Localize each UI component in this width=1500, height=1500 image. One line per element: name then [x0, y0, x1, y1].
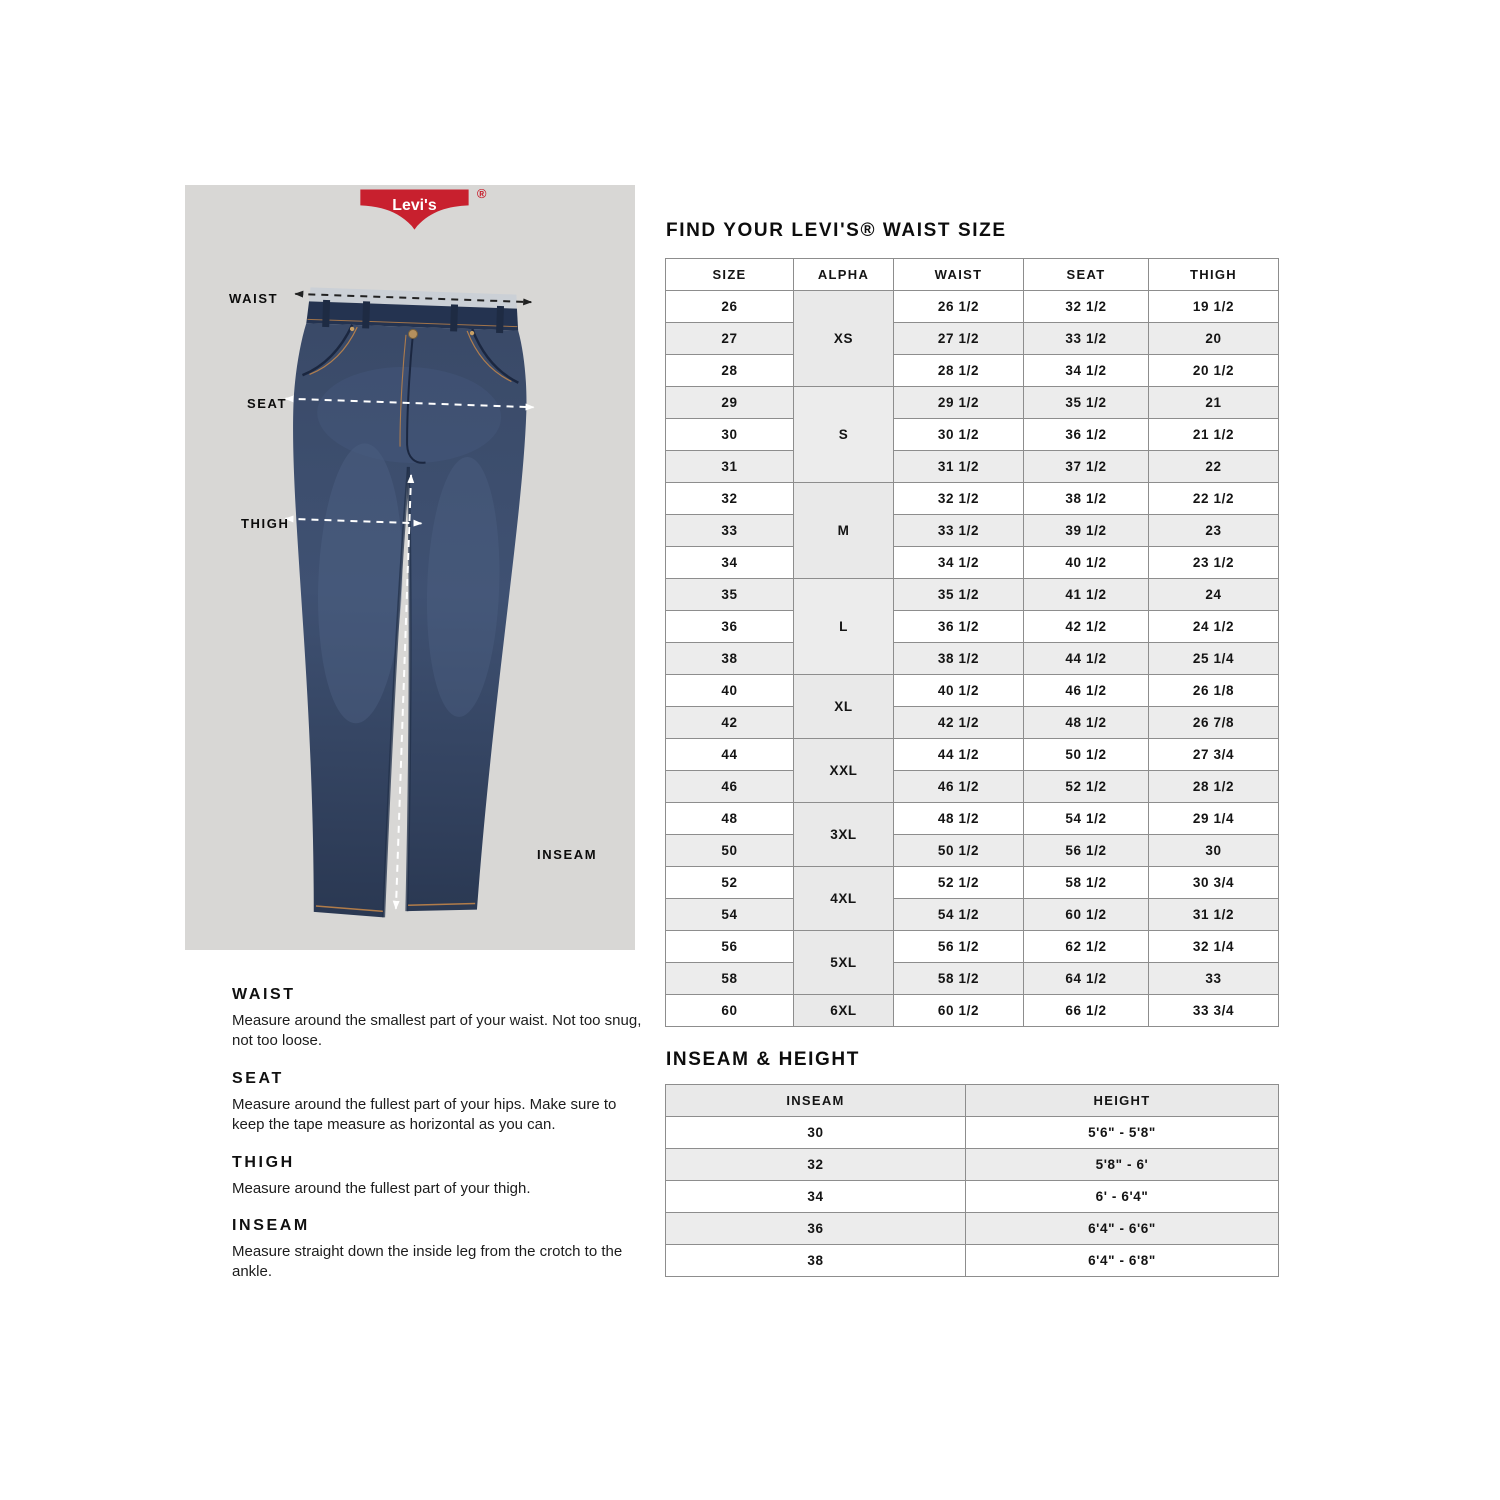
waist-cell: 58 1/2: [894, 963, 1024, 995]
waist-size-table: [665, 258, 1279, 1027]
guide-inseam-text: Measure straight down the inside leg from the crotch to the ankle.: [232, 1242, 623, 1281]
size-table-row: [666, 899, 1279, 931]
seat-cell: 66 1/2: [1024, 995, 1149, 1027]
waist-cell: 35 1/2: [894, 579, 1024, 611]
inseam-table-row: [666, 1117, 1279, 1149]
size-cell: 27: [666, 323, 794, 355]
product-diagram-panel: [185, 185, 635, 950]
guide-seat-text: Measure around the fullest part of your hips. Make sure to keep the tape measure as horizontal as you can.: [232, 1095, 617, 1134]
waist-cell: 26 1/2: [894, 291, 1024, 323]
size-cell: 58: [666, 963, 794, 995]
size-table-row: [666, 579, 1279, 611]
size-cell: 33: [666, 515, 794, 547]
size-cell: 28: [666, 355, 794, 387]
size-table-row: [666, 707, 1279, 739]
seat-cell: 56 1/2: [1024, 835, 1149, 867]
waist-measure-label: WAIST: [229, 291, 279, 306]
inseam-table-title: INSEAM & HEIGHT: [666, 1049, 860, 1070]
inseam-table-header-cell: INSEAM: [666, 1085, 966, 1117]
size-table-row: [666, 611, 1279, 643]
guide-thigh-title: THIGH: [232, 1153, 295, 1171]
height-cell: 6' - 6'4": [966, 1181, 1279, 1213]
thigh-cell: 24 1/2: [1149, 611, 1279, 643]
waist-cell: 40 1/2: [894, 675, 1024, 707]
size-table-header-cell: WAIST: [894, 259, 1024, 291]
thigh-cell: 26 1/8: [1149, 675, 1279, 707]
size-cell: 48: [666, 803, 794, 835]
seat-cell: 38 1/2: [1024, 483, 1149, 515]
size-cell: 31: [666, 451, 794, 483]
size-cell: 35: [666, 579, 794, 611]
size-table-row: [666, 771, 1279, 803]
waist-cell: 44 1/2: [894, 739, 1024, 771]
size-tables-column: [665, 220, 1278, 1277]
seat-cell: 41 1/2: [1024, 579, 1149, 611]
thigh-cell: 21: [1149, 387, 1279, 419]
size-table-row: [666, 643, 1279, 675]
seat-measure-label: SEAT: [247, 396, 288, 411]
size-table-header-cell: THIGH: [1149, 259, 1279, 291]
size-cell: 36: [666, 611, 794, 643]
inseam-table-row: [666, 1181, 1279, 1213]
thigh-cell: 19 1/2: [1149, 291, 1279, 323]
seat-cell: 36 1/2: [1024, 419, 1149, 451]
size-table-row: [666, 323, 1279, 355]
seat-cell: 62 1/2: [1024, 931, 1149, 963]
guide-waist-text: Measure around the smallest part of your waist. Not too snug, not too loose.: [232, 1012, 642, 1050]
alpha-cell: 5XL: [794, 931, 894, 995]
size-cell: 44: [666, 739, 794, 771]
waist-cell: 27 1/2: [894, 323, 1024, 355]
thigh-cell: 32 1/4: [1149, 931, 1279, 963]
guide-inseam-title: INSEAM: [232, 1216, 310, 1234]
thigh-cell: 21 1/2: [1149, 419, 1279, 451]
seat-cell: 33 1/2: [1024, 323, 1149, 355]
thigh-cell: 20: [1149, 323, 1279, 355]
waist-cell: 32 1/2: [894, 483, 1024, 515]
size-cell: 50: [666, 835, 794, 867]
height-cell: 6'4" - 6'6": [966, 1213, 1279, 1245]
thigh-cell: 28 1/2: [1149, 771, 1279, 803]
alpha-cell: XL: [794, 675, 894, 739]
jeans-figure: [268, 287, 538, 922]
inseam-table-body: [666, 1117, 1279, 1277]
size-table-row: [666, 483, 1279, 515]
thigh-cell: 23 1/2: [1149, 547, 1279, 579]
waist-cell: 31 1/2: [894, 451, 1024, 483]
size-table-row: [666, 675, 1279, 707]
thigh-cell: 33: [1149, 963, 1279, 995]
thigh-cell: 23: [1149, 515, 1279, 547]
thigh-cell: 22: [1149, 451, 1279, 483]
alpha-cell: L: [794, 579, 894, 675]
thigh-cell: 30 3/4: [1149, 867, 1279, 899]
size-cell: 42: [666, 707, 794, 739]
waist-cell: 38 1/2: [894, 643, 1024, 675]
seat-cell: 39 1/2: [1024, 515, 1149, 547]
waist-cell: 48 1/2: [894, 803, 1024, 835]
size-table-row: [666, 419, 1279, 451]
size-table-row: [666, 547, 1279, 579]
size-table-row: [666, 995, 1279, 1027]
size-table-row: [666, 291, 1279, 323]
thigh-cell: 33 3/4: [1149, 995, 1279, 1027]
seat-cell: 46 1/2: [1024, 675, 1149, 707]
size-cell: 54: [666, 899, 794, 931]
size-cell: 32: [666, 483, 794, 515]
size-table-header-cell: ALPHA: [794, 259, 894, 291]
size-cell: 34: [666, 547, 794, 579]
seat-cell: 37 1/2: [1024, 451, 1149, 483]
inseam-cell: 38: [666, 1245, 966, 1277]
seat-cell: 35 1/2: [1024, 387, 1149, 419]
size-cell: 29: [666, 387, 794, 419]
alpha-cell: M: [794, 483, 894, 579]
jeans-button: [408, 329, 417, 338]
inseam-table-row: [666, 1245, 1279, 1277]
size-table-header-cell: SEAT: [1024, 259, 1149, 291]
seat-cell: 48 1/2: [1024, 707, 1149, 739]
seat-cell: 44 1/2: [1024, 643, 1149, 675]
waist-cell: 46 1/2: [894, 771, 1024, 803]
guide-seat-title: SEAT: [232, 1069, 284, 1087]
inseam-table-row: [666, 1213, 1279, 1245]
seat-cell: 60 1/2: [1024, 899, 1149, 931]
waist-cell: 42 1/2: [894, 707, 1024, 739]
seat-cell: 32 1/2: [1024, 291, 1149, 323]
size-cell: 26: [666, 291, 794, 323]
levis-logo-text: Levi's: [392, 197, 437, 215]
size-cell: 56: [666, 931, 794, 963]
seat-cell: 34 1/2: [1024, 355, 1149, 387]
thigh-cell: 29 1/4: [1149, 803, 1279, 835]
seat-cell: 54 1/2: [1024, 803, 1149, 835]
size-table-row: [666, 451, 1279, 483]
thigh-cell: 27 3/4: [1149, 739, 1279, 771]
waist-cell: 33 1/2: [894, 515, 1024, 547]
height-cell: 6'4" - 6'8": [966, 1245, 1279, 1277]
thigh-cell: 25 1/4: [1149, 643, 1279, 675]
size-table-row: [666, 739, 1279, 771]
inseam-height-table: [665, 1084, 1279, 1277]
seat-cell: 40 1/2: [1024, 547, 1149, 579]
size-cell: 52: [666, 867, 794, 899]
inseam-cell: 34: [666, 1181, 966, 1213]
waist-cell: 34 1/2: [894, 547, 1024, 579]
size-cell: 46: [666, 771, 794, 803]
alpha-cell: 6XL: [794, 995, 894, 1027]
inseam-cell: 30: [666, 1117, 966, 1149]
alpha-cell: S: [794, 387, 894, 483]
thigh-cell: 22 1/2: [1149, 483, 1279, 515]
size-table-title: FIND YOUR LEVI'S® WAIST SIZE: [666, 220, 1007, 241]
waist-cell: 50 1/2: [894, 835, 1024, 867]
alpha-cell: 3XL: [794, 803, 894, 867]
waist-cell: 29 1/2: [894, 387, 1024, 419]
seat-cell: 42 1/2: [1024, 611, 1149, 643]
inseam-cell: 32: [666, 1149, 966, 1181]
waist-cell: 30 1/2: [894, 419, 1024, 451]
guide-waist-title: WAIST: [232, 986, 296, 1003]
seat-cell: 64 1/2: [1024, 963, 1149, 995]
size-table-header-row: [666, 259, 1279, 291]
size-table-row: [666, 931, 1279, 963]
size-table-row: [666, 515, 1279, 547]
size-cell: 40: [666, 675, 794, 707]
size-table-row: [666, 867, 1279, 899]
inseam-table-header-row: [666, 1085, 1279, 1117]
thigh-measure-label: THIGH: [241, 516, 290, 531]
thigh-cell: 26 7/8: [1149, 707, 1279, 739]
guide-thigh-text: Measure around the fullest part of your thigh.: [232, 1179, 531, 1197]
thigh-cell: 20 1/2: [1149, 355, 1279, 387]
waist-cell: 54 1/2: [894, 899, 1024, 931]
waist-cell: 60 1/2: [894, 995, 1024, 1027]
seat-cell: 50 1/2: [1024, 739, 1149, 771]
waist-cell: 28 1/2: [894, 355, 1024, 387]
inseam-cell: 36: [666, 1213, 966, 1245]
size-table-row: [666, 835, 1279, 867]
alpha-cell: XS: [794, 291, 894, 387]
size-table-header-cell: SIZE: [666, 259, 794, 291]
height-cell: 5'8" - 6': [966, 1149, 1279, 1181]
thigh-cell: 30: [1149, 835, 1279, 867]
height-cell: 5'6" - 5'8": [966, 1117, 1279, 1149]
size-table-body: [666, 291, 1279, 1027]
size-table-row: [666, 387, 1279, 419]
size-cell: 30: [666, 419, 794, 451]
waist-cell: 56 1/2: [894, 931, 1024, 963]
inseam-measure-label: INSEAM: [537, 847, 598, 862]
seat-cell: 58 1/2: [1024, 867, 1149, 899]
registered-trademark-icon: ®: [476, 186, 487, 201]
alpha-cell: 4XL: [794, 867, 894, 931]
seat-cell: 52 1/2: [1024, 771, 1149, 803]
thigh-cell: 24: [1149, 579, 1279, 611]
size-table-row: [666, 963, 1279, 995]
inseam-table-header-cell: HEIGHT: [966, 1085, 1279, 1117]
size-cell: 38: [666, 643, 794, 675]
inseam-table-row: [666, 1149, 1279, 1181]
measurement-guide: [232, 986, 644, 1301]
size-table-row: [666, 803, 1279, 835]
alpha-cell: XXL: [794, 739, 894, 803]
size-table-row: [666, 355, 1279, 387]
thigh-cell: 31 1/2: [1149, 899, 1279, 931]
waist-cell: 52 1/2: [894, 867, 1024, 899]
waist-cell: 36 1/2: [894, 611, 1024, 643]
size-cell: 60: [666, 995, 794, 1027]
